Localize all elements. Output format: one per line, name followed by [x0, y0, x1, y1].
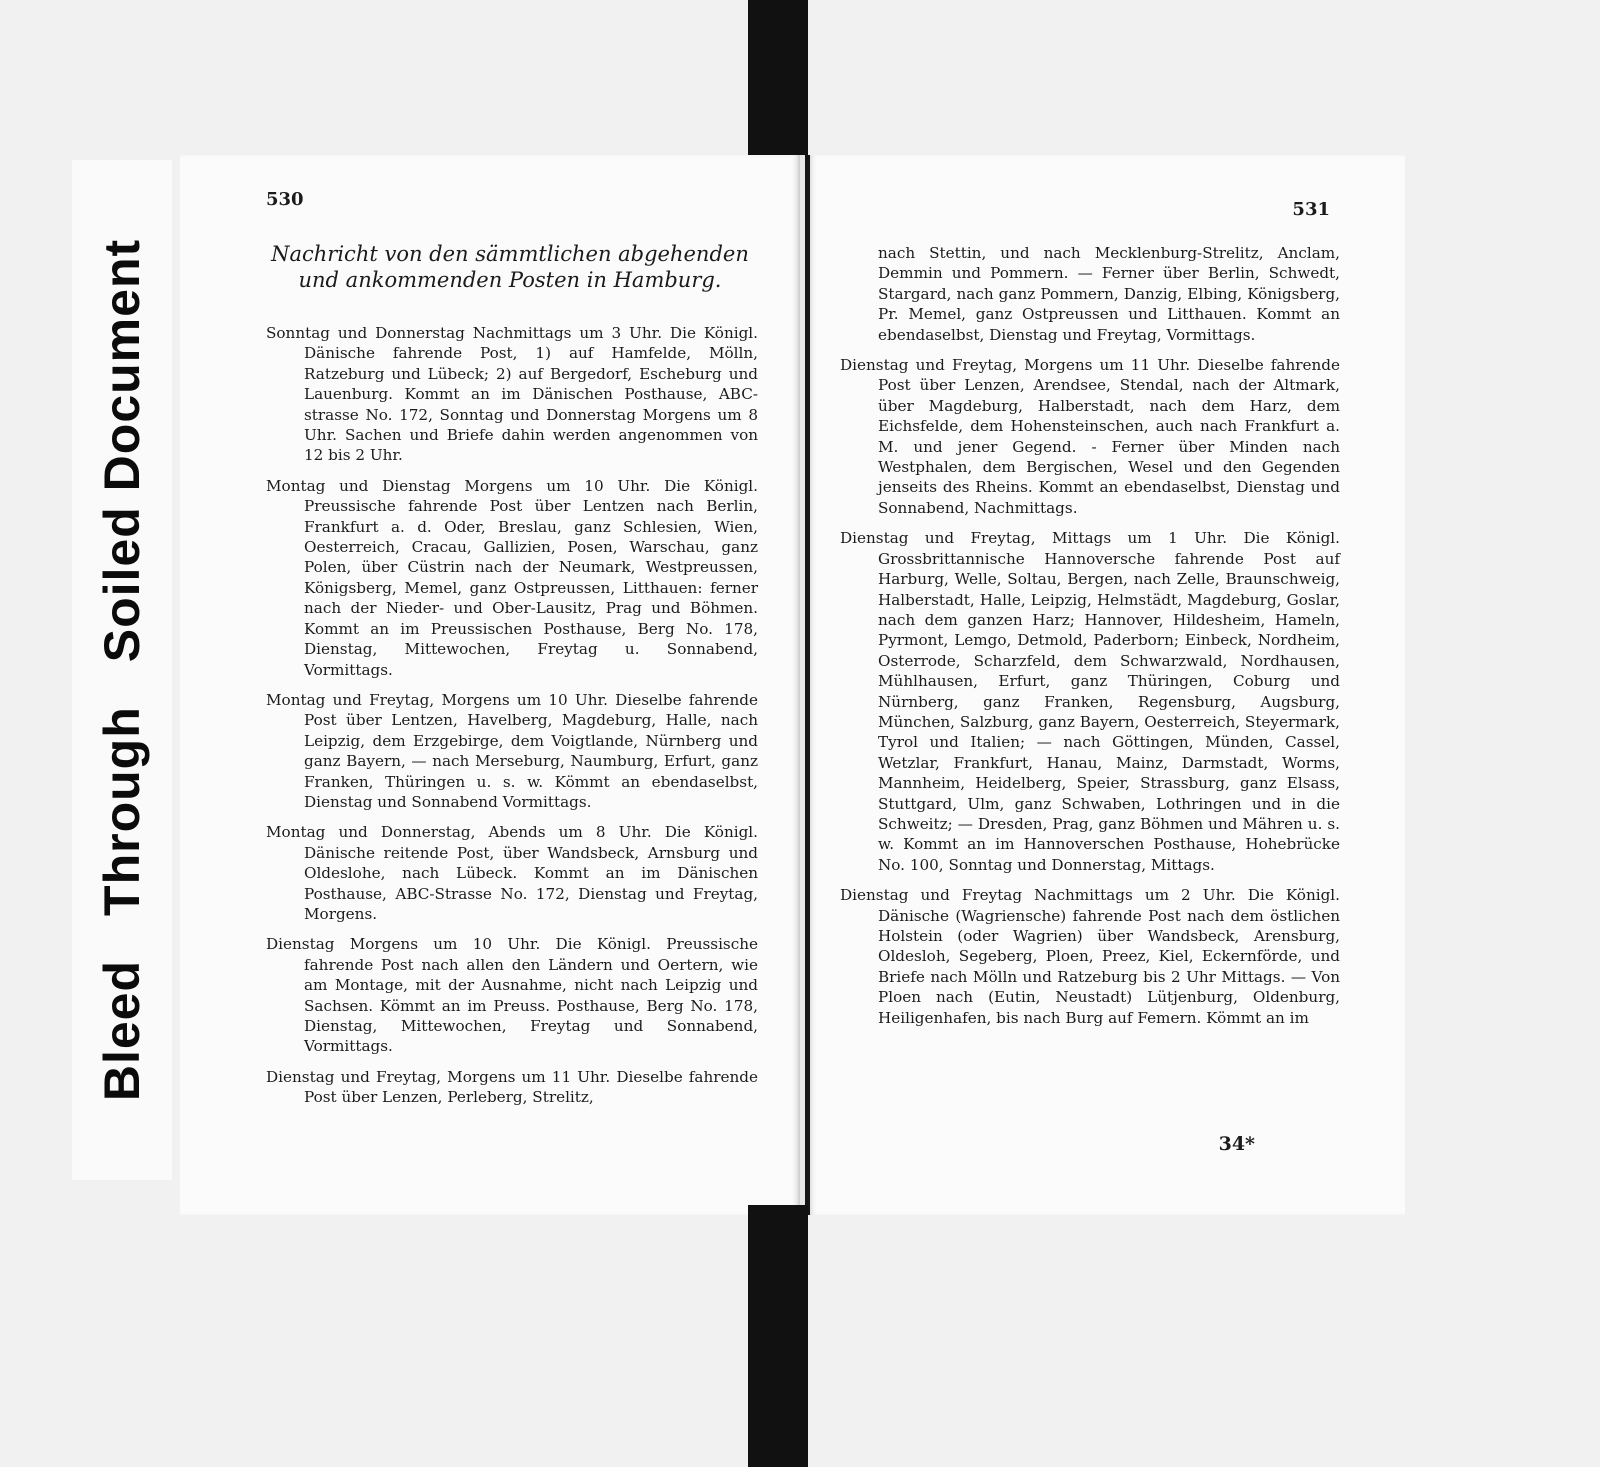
- stamp-word-through: Through: [94, 706, 150, 916]
- heading-line-2: und ankommenden Posten in Hamburg.: [298, 268, 722, 292]
- stamp-text: [93, 217, 151, 1123]
- stamp-word-soiled-document: Soiled Document: [94, 238, 150, 663]
- heading-line-1: Nachricht von den sämmtlichen abgehenden: [271, 242, 749, 266]
- post-entry: Montag und Donnerstag, Abends um 8 Uhr. Die Königl. Dänische reitende Post, über Wandsbeck, Arnsburg und Oldeslohe, nach Lübeck. Kommt an im Dänischen Posthause, ABC-Strasse No. 172, Dienstag und Freytag, Morgens.: [266, 823, 758, 923]
- spine-gutter: [805, 155, 810, 1215]
- post-entry: Montag und Freytag, Morgens um 10 Uhr. Dieselbe fahrende Post über Lentzen, Havelberg, Magdeburg, Halle, nach Leipzig, dem Erzgebirge, dem Voigtlande, Nürnberg und ganz Bayern, — nach Merseburg, Naumburg, Erfurt, ganz Franken, Thüringen u. s. w. Kömmt an ebendaselbst, Dienstag und Sonnabend Vormittags.: [266, 690, 758, 811]
- page-number-left: 530: [266, 189, 304, 210]
- signature-mark: 34*: [1218, 1133, 1255, 1155]
- stamp-word-bleed: Bleed: [94, 959, 150, 1102]
- post-entry: Dienstag und Freytag, Mittags um 1 Uhr. Die Königl. Grossbrittannische Hannoversche fahrende Post auf Harburg, Welle, Soltau, Bergen, nach Zelle, Braunschweig, Halberstadt, Halle, Leipzig, Helmstädt, Magdeburg, Goslar, nach dem ganzen Harz; Hannover, Hildesheim, Hameln, Pyrmont, Lemgo, Detmold, Paderborn; Einbeck, Nordheim, Osterrode, Scharzfeld, dem Schwarzwald, Nordhausen, Mühlhausen, Erfurt, ganz Thüringen, Coburg und Nürnberg, ganz Franken, Regensburg, Augsburg, München, Salzburg, ganz Bayern, Oesterreich, Steyermark, Tyrol und Italien; — nach Göttingen, Münden, Cassel, Wetzlar, Frankfurt, Hanau, Mainz, Darmstadt, Worms, Mannheim, Heidelberg, Speier, Strassburg, ganz Elsass, Stuttgard, Ulm, ganz Schwaben, Lothringen und in die Schweitz; — Dresden, Prag, ganz Böhmen und Mähren u. s. w. Kommt an im Hannoverschen Posthause, Hohebrücke No. 100, Sonntag und Donnerstag, Mittags.: [840, 529, 1340, 874]
- right-page: [808, 155, 1405, 1215]
- book-spread: [180, 155, 1405, 1215]
- post-entry: Sonntag und Donnerstag Nachmittags um 3 Uhr. Die Königl. Dänische fahrende Post, 1) auf Hamfelde, Mölln, Ratzeburg und Lübeck; 2) auf Bergedorf, Escheburg und Lauenburg. Kommt an im Dänischen Posthause, ABC-strasse No. 172, Sonntag und Donnerstag Morgens um 8 Uhr. Sachen und Briefe dahin werden angenommen von 12 bis 2 Uhr.: [266, 324, 758, 465]
- spine-bottom: [748, 1205, 808, 1467]
- page-number-right: 531: [1292, 199, 1330, 220]
- right-text-column: [840, 243, 1340, 1038]
- post-entry: Dienstag Morgens um 10 Uhr. Die Königl. Preussische fahrende Post nach allen den Ländern und Oertern, wie am Montage, mit der Ausnahme, nicht nach Leipzig und Sachsen. Kömmt an im Preuss. Posthause, Berg No. 178, Dienstag, Mittewochen, Freytag und Sonnabend, Vormittags.: [266, 935, 758, 1056]
- post-entry-continuation: nach Stettin, und nach Mecklenburg-Strelitz, Anclam, Demmin und Pommern. — Ferner über Berlin, Schwedt, Stargard, nach ganz Pommern, Danzig, Elbing, Königsberg, Pr. Memel, ganz Ostpreussen und Litthauen. Kommt an ebendaselbst, Dienstag und Freytag, Vormittags.: [878, 244, 1340, 344]
- spine-top: [748, 0, 808, 160]
- post-entry: Montag und Dienstag Morgens um 10 Uhr. Die Königl. Preussische fahrende Post über Lentzen nach Berlin, Frankfurt a. d. Oder, Breslau, ganz Schlesien, Wien, Oesterreich, Cracau, Gallizien, Posen, Warschau, ganz Polen, über Cüstrin nach der Neumark, Westpreussen, Königsberg, Memel, ganz Ostpreussen, Litthauen: ferner nach der Nieder- und Ober-Lausitz, Prag und Böhmen. Kommt an im Preussischen Posthause, Berg No. 178, Dienstag, Mittewochen, Freytag u. Sonnabend, Vormittags.: [266, 476, 758, 679]
- post-entry: Dienstag und Freytag, Morgens um 11 Uhr. Dieselbe fahrende Post über Lenzen, Perleberg, Strelitz,: [266, 1067, 758, 1107]
- post-entry: Dienstag und Freytag Nachmittags um 2 Uhr. Die Königl. Dänische (Wagriensche) fahrende Post nach dem östlichen Holstein (oder Wagrien) über Wandsbeck, Arensburg, Oldesloh, Segeberg, Ploen, Preez, Kiel, Eckernförde, und Briefe nach Mölln und Ratzeburg bis 2 Uhr Mittags. — Von Ploen nach (Eutin, Neustadt) Lütjenburg, Oldenburg, Heiligenhafen, bis nach Burg auf Femern. Kömmt an im: [840, 886, 1340, 1027]
- scan-stamp: [72, 160, 172, 1180]
- page-heading: [260, 241, 760, 293]
- left-text-column: [266, 323, 758, 1118]
- left-page: [180, 155, 800, 1215]
- post-entry: Dienstag und Freytag, Morgens um 11 Uhr. Dieselbe fahrende Post über Lenzen, Arendsee, Stendal, nach der Altmark, über Magdeburg, Halberstadt, nach dem Harz, dem Eichsfelde, dem Hohensteinschen, auch nach Frankfurt a. M. und jener Gegend. - Ferner über Minden nach Westphalen, dem Bergischen, Wesel und den Gegenden jenseits des Rheins. Kommt an ebendaselbst, Dienstag und Sonnabend, Nachmittags.: [840, 356, 1340, 517]
